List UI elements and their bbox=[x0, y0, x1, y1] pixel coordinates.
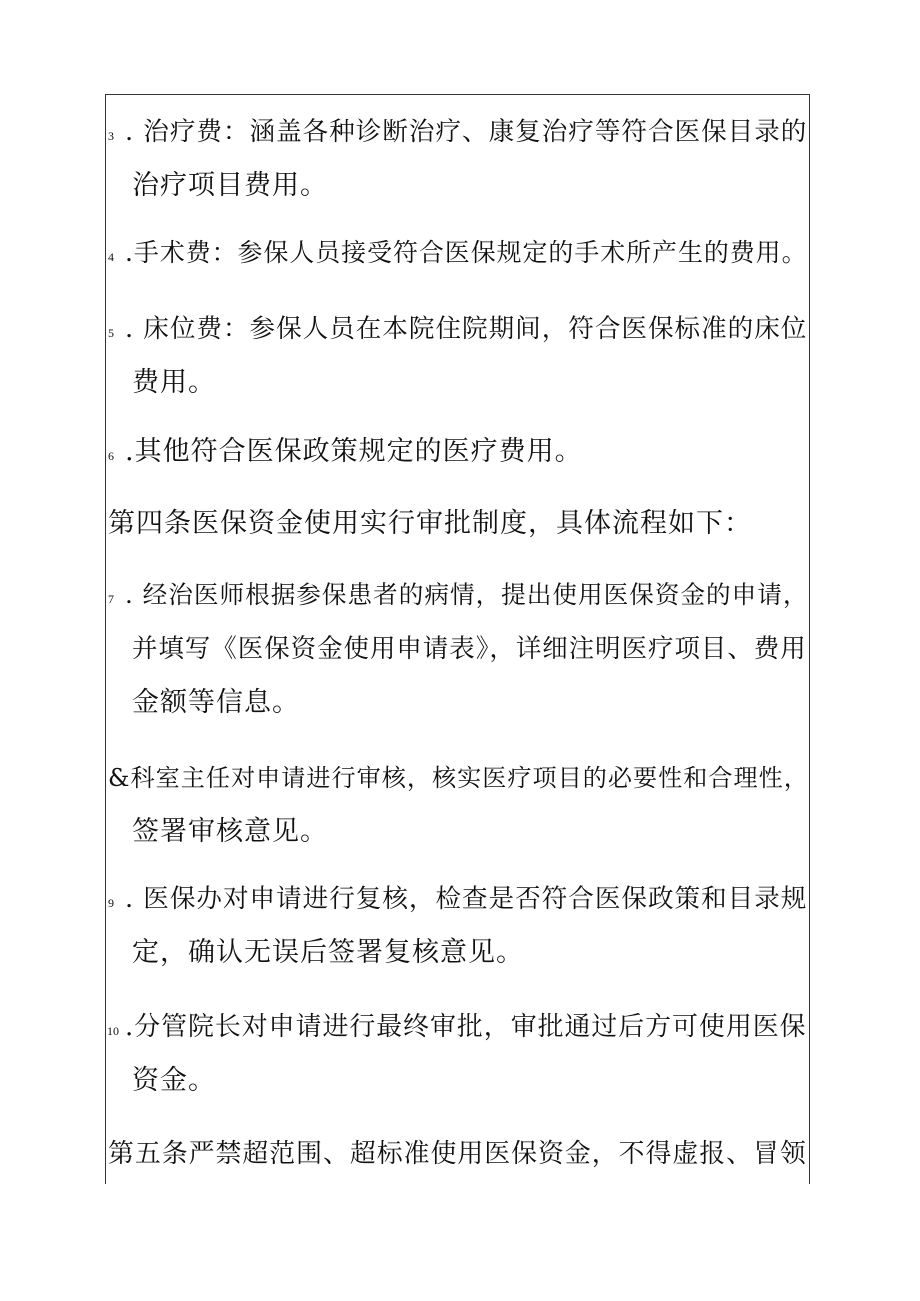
list-number-3: 3 bbox=[108, 129, 114, 143]
list-number-10: 10 bbox=[107, 1024, 119, 1038]
list-number-5: 5 bbox=[108, 326, 114, 340]
item-3-line-1: . 治疗费：涵盖各种诊断治疗、康复治疗等符合医保目录的 bbox=[125, 117, 808, 147]
list-number-4: 4 bbox=[108, 250, 114, 264]
item-5-line-2: 费用。 bbox=[132, 367, 216, 398]
item-4-line-1: .手术费：参保人员接受符合医保规定的手术所产生的费用。 bbox=[125, 238, 808, 267]
item-9-line-2: 定，确认无误后签署复核意见。 bbox=[132, 937, 524, 968]
item-7-line-3: 金额等信息。 bbox=[132, 687, 300, 718]
item-7-line-1: . 经治医师根据参保患者的病情，提出使用医保资金的申请， bbox=[125, 580, 809, 609]
item-6-line-1: .其他符合医保政策规定的医疗费用。 bbox=[125, 436, 583, 467]
list-number-6: 6 bbox=[108, 449, 114, 463]
item-8-line-1: &科室主任对申请进行审核，核实医疗项目的必要性和合理性， bbox=[108, 764, 809, 792]
item-10-line-1: .分管院长对申请进行最终审批，审批通过后方可使用医保 bbox=[125, 1012, 807, 1042]
list-number-7: 7 bbox=[108, 592, 114, 606]
article-5-heading: 第五条严禁超范围、超标准使用医保资金，不得虚报、冒领 bbox=[108, 1139, 807, 1169]
article-4-heading: 第四条医保资金使用实行审批制度，具体流程如下： bbox=[108, 508, 752, 539]
item-9-line-1: . 医保办对申请进行复核，检查是否符合医保政策和目录规 bbox=[125, 884, 808, 914]
item-7-line-2: 并填写《医保资金使用申请表》，详细注明医疗项目、费用 bbox=[132, 634, 807, 664]
list-number-9: 9 bbox=[108, 896, 114, 910]
item-3-line-2: 治疗项目费用。 bbox=[132, 170, 328, 201]
item-8-line-2: 签署审核意见。 bbox=[132, 816, 328, 847]
item-10-line-2: 资金。 bbox=[132, 1065, 216, 1096]
item-5-line-1: . 床位费：参保人员在本院住院期间，符合医保标准的床位 bbox=[125, 314, 808, 344]
